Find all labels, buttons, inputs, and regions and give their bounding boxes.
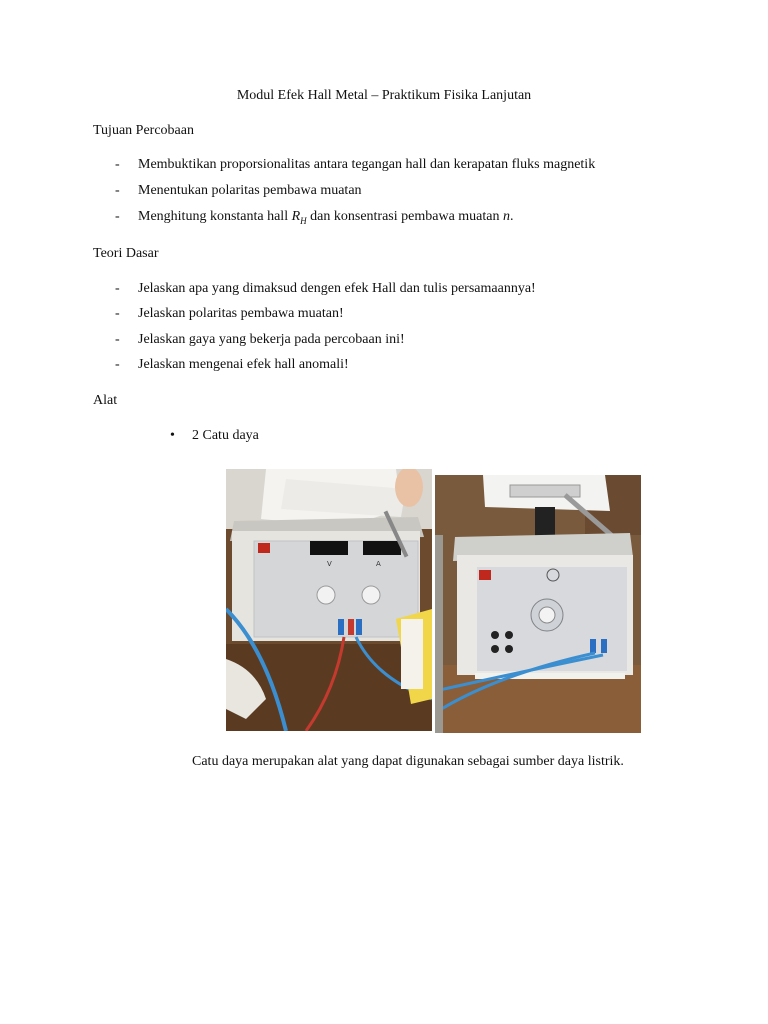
list-item-text: Jelaskan apa yang dimaksud dengen efek Hall dan tulis persamaannya! (138, 281, 536, 296)
list-item (115, 332, 405, 348)
hall-effect-unit-illustration (435, 475, 641, 733)
list-item-text: Jelaskan mengenai efek hall anomali! (138, 357, 349, 372)
section-heading-teori: Teori Dasar (93, 246, 159, 261)
ampere-label: A (376, 560, 381, 568)
hall-constant-main: R (291, 209, 301, 224)
dash-marker: - (115, 183, 120, 198)
power-supply-illustration (226, 469, 432, 731)
power-supply-photo-left (226, 469, 432, 731)
hall-constant-symbol (292, 209, 307, 224)
voltage-label: V (327, 560, 332, 568)
list-item-text-prefix: Menghitung konstanta hall (138, 209, 292, 224)
dash-marker: - (115, 357, 120, 372)
list-item-text: Jelaskan polaritas pembawa muatan! (138, 306, 344, 321)
dash-marker: - (115, 157, 120, 172)
list-item-text-middle: dan konsentrasi pembawa muatan (306, 209, 503, 224)
list-item (115, 183, 362, 199)
hall-effect-unit-photo-right (435, 475, 641, 733)
bullet-marker: • (170, 428, 175, 443)
dash-marker: - (115, 306, 120, 321)
list-item (115, 209, 513, 226)
section-heading-alat: Alat (93, 393, 118, 408)
list-item-text: 2 Catu daya (192, 428, 259, 443)
list-item (115, 357, 349, 373)
list-item-text: Jelaskan gaya yang bekerja pada percobaan ini! (138, 332, 405, 347)
carrier-concentration-symbol: n (502, 209, 510, 224)
list-item-text: Membuktikan proporsionalitas antara tegangan hall dan kerapatan fluks magnetik (138, 157, 596, 172)
list-item (115, 157, 595, 173)
dash-marker: - (115, 209, 120, 224)
list-item (115, 281, 536, 297)
section-heading-tujuan: Tujuan Percobaan (93, 123, 194, 138)
photo-caption: Catu daya merupakan alat yang dapat digunakan sebagai sumber daya listrik. (192, 754, 624, 769)
dash-marker: - (115, 332, 120, 347)
list-item (115, 306, 344, 322)
page-title: Modul Efek Hall Metal – Praktikum Fisika Lanjutan (236, 88, 532, 103)
list-item (170, 428, 259, 444)
dash-marker: - (115, 281, 120, 296)
list-item-text-suffix: . (509, 209, 514, 224)
list-item-text: Menentukan polaritas pembawa muatan (138, 183, 362, 198)
hall-constant-subscript: H (300, 215, 307, 226)
